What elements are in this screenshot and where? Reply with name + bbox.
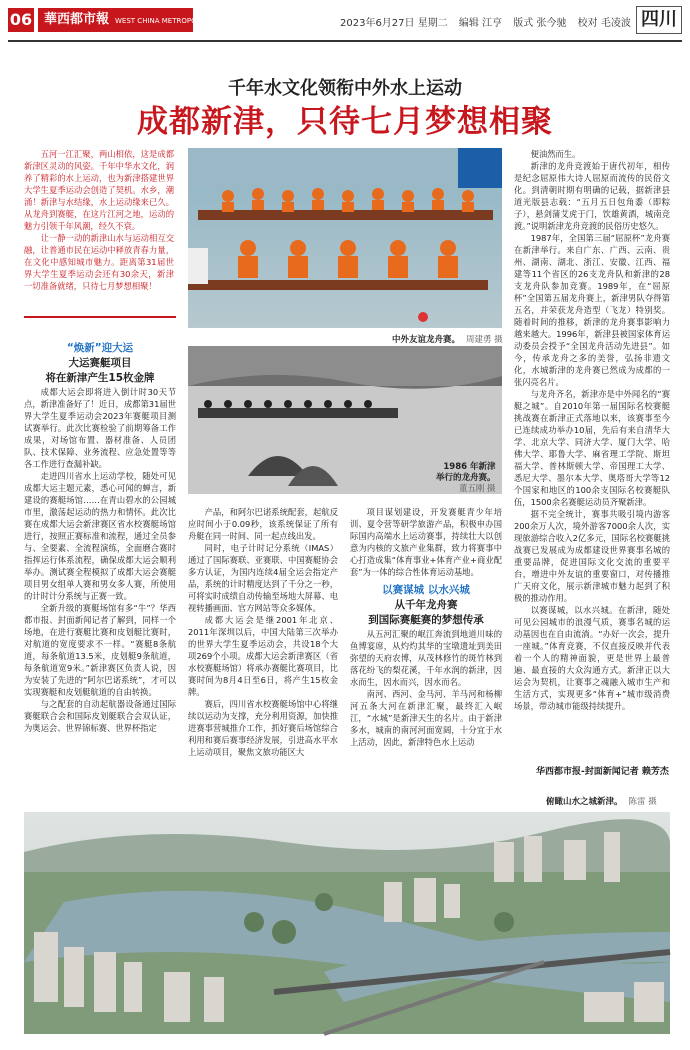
headline-subtitle: 千年水文化领衔中外水上运动 [228, 78, 462, 99]
paragraph: 成都大运会是继2001年北京、2011年深圳以后，中国大陆第三次举办的世界大学生夏季运动会，共设18个大项269个小项。成都大运会新津赛区（省水校赛艇场馆）将承办赛艇比赛项目，比赛时间为8月4日至6日，将产生15枚金牌。 [188, 615, 338, 697]
editor: 编辑 江亨 [458, 18, 503, 29]
paragraph: 与之配套的自动起航器设备通过国际赛艇联合会和国际皮划艇联合会双认证，为奥运会、世界锦标赛、世界杯指定 [24, 699, 176, 733]
paragraph: 1987年，全国第三届“屈原杯”龙舟赛在新津举行。来自广东、广西、云南、贵州、湖南、湖北、浙江、安徽、江西、福建等11个省区的26支龙舟队和新津的28支龙舟队参加竞赛。1989年，在“屈原杯”全国第五届龙舟赛上，新津男队夺得第五名，并荣获龙舟造型（飞龙）特别奖。随着时间的推移，新津的龙舟赛事影响力越来越大。1996年，新津县被国家体育运动委员会授予“全国龙舟活动先进县”。如今，传承龙舟之多的美誉，弘扬非遗文化，水城新津的龙舟赛已然成为成都的一张闪亮名片。 [514, 233, 670, 387]
issue-meta [340, 14, 639, 29]
photo2-caption-line1: 1986 年新津 [443, 462, 496, 472]
paragraph: 南河、西河、金马河、羊马河和杨柳河五条大河在新津汇聚，最终汇入岷江，“水城”是新津天生的名片。由于新津多水，城南的南河河面宽阔，十分宜于水上活动，因此，新津特色水上运动 [350, 689, 502, 747]
photo3-credit: 陈雷 摄 [628, 797, 657, 807]
paragraph: 与龙舟齐名，新津亦是中外闻名的“赛艇之城”。自2010年第一届国际名校赛艇挑战赛在新津正式落地以来，该赛事至今已连续成功举办10届，先后有来自清华大学、北京大学、同济大学、厦门大学、哈佛大学、耶鲁大学、麻省理工学院、斯坦福大学、普林斯顿大学、帝国理工大学、悉尼大学、墨尔本大学、奥塔哥大学等12个国家和地区的100余支国际名校赛艇队伍，1500余名赛艇运动员齐聚新津。 [514, 389, 670, 507]
layout-credit: 版式 张今驰 [513, 18, 567, 29]
paragraph: 项目谋划建设，开发赛艇青少年培训、夏令营等研学旅游产品，积极申办国际国内高端水上运动赛事，持续壮大以创意为内核的文旅产业集群，致力将赛事中心打造成集“体育事业+体育产业+商业配套”为一体的综合性体育运动基地。 [350, 507, 502, 577]
lead-paragraphs [24, 148, 174, 308]
paragraph: 便油然而生。 [530, 149, 581, 159]
article2-title-line1: 从千年龙舟赛 [394, 599, 458, 611]
photo2-credit: 董五刚 摄 [458, 484, 496, 494]
issue-date: 2023年6月27日 星期二 [340, 18, 448, 29]
paper-name: 華西都市報 [44, 12, 110, 27]
dragon-boat-photo [188, 148, 502, 328]
photo3-caption [546, 795, 657, 807]
header-rule [8, 40, 682, 42]
article1-title-line2: 将在新津产生15枚金牌 [45, 372, 155, 384]
article2-title-line2: 到国际赛艇赛的梦想传承 [368, 614, 484, 626]
article1-title-line1: 大运赛艇项目 [68, 357, 132, 369]
paragraph: 成都大运会即将进入倒计时30天节点，新津准备好了！近日，成都第31届世界大学生夏季运动会2023年赛艇项目测试赛举行。此次比赛检验了前期筹备工作成果，对场馆布置、器材准备、人员团队、技术保障、业务流程、应急处置等等各工作进行查漏补缺。 [24, 387, 176, 469]
article2-heading [350, 582, 502, 627]
photo1-caption-text: 中外友谊龙舟赛。 [392, 335, 461, 345]
article1-column-3 [350, 506, 502, 577]
article2-byline: 华西都市报-封面新闻记者 赖芳杰 [536, 767, 669, 777]
paragraph: 新津的龙舟竞渡始于唐代初年，相传是纪念屈原伟大诗人屈原而流传的民俗文化。到清朝时期有明确的记载，据新津县道光版县志载：“五月五日包角黍（即粽子），悬剑蒲艾虎于门，饮雄黄酒，城南竞渡。”说明新津龙舟竞渡的民俗历史悠久。 [514, 161, 670, 231]
paragraph: 以赛谋城，以水兴城。在新津，随处可见公园城市的浪漫气质，赛事名城的运动基因也在自由流淌。“办好一次会，提升一座城。”体育竞赛，不仅直接反映并代表着一个人的精神面貌，更是世界上最普遍、最直接的大众沟通方式。新津正以大运会为契机，让赛事之魂融入城市生产和生活方式，实现更多“体育+”城市级消费场景，带动城市能级持续提升。 [514, 605, 670, 711]
photo2-caption [436, 462, 496, 495]
article2-column-3 [350, 628, 502, 806]
lead-divider [24, 316, 176, 318]
paragraph: 据不完全统计，赛事共吸引境内游客200余万人次，境外游客7000余人次，实现旅游综合收入2亿多元，国际名校赛艇挑战赛已发展成为成都建设世界赛事名城的重要品牌，促进国际文化交流的重要平台，增进中外友谊的重要窗口，对传播推广天府文化，展示新津城市魅力起到了积极的推动作用。 [514, 509, 670, 603]
article2-kicker: 以赛谋城 以水兴城 [382, 584, 470, 596]
paragraph: 全新升级的赛艇场馆有多“牛”？华西都市报、封面新闻记者了解到，同样一个场地，在进行赛艇比赛和皮划艇比赛时，对航道的宽度要求不一样。“赛艇8条航道，每条航道13.5米，皮划艇9条航道，每条航道宽9米。”新津赛区负责人说，因为安装了先进的“阿尔巴诺系统”，才可以实现赛艇和皮划艇航道的自由转换。 [24, 603, 176, 697]
paragraph: 产品，和阿尔巴诺系统配套，起航反应时间小于0.09秒，该系统保证了所有舟艇在同一时间、同一起点线出发。 [188, 507, 338, 541]
photo3-caption-text: 俯瞰山水之城新津。 [546, 797, 623, 807]
headline-title: 成都新津，只待七月梦想相聚 [137, 104, 553, 140]
newspaper-logo [38, 8, 229, 32]
proof-credit: 校对 毛凌波 [577, 18, 631, 29]
city-aerial-image [24, 812, 670, 1034]
dragon-boat-image [188, 148, 502, 328]
paper-name-en: WEST CHINA METROPOLIS DAILY [115, 17, 229, 25]
photo2-caption-line2: 举行的龙舟赛。 [436, 473, 496, 483]
article2-column-4 [514, 148, 670, 758]
page-header [0, 0, 690, 40]
city-aerial-photo [24, 812, 670, 1034]
photo1-caption [392, 333, 503, 345]
paragraph: 走进四川省水上运动学校，随处可见成都大运主题元素，悉心可闻的蝉言，新建设的赛艇场馆……在青山碧水的公园城市里，激荡起运动的热力和情怀。此次比赛在成都大运会新津赛区省水校赛艇场馆进行，按照正赛标准和流程，通过全员参与、全要素、全流程演练，全面磨合赛时指挥运行体系流程，确保成都大运会顺利举办。测试赛全程模拟了成都大运会赛艇项目男女组单人赛和男女多人赛，所使用的计时计分系统与正赛一致。 [24, 471, 176, 601]
article1-kicker: “焕新”迎大运 [66, 342, 134, 354]
article1-column-1 [24, 386, 176, 804]
section-label: 四川 [636, 6, 682, 34]
article1-column-2 [188, 506, 338, 806]
page-number: 06 [8, 8, 34, 32]
lead-paragraph: 五河一江汇聚，两山相依，这是成都新津区灵动的风姿。千年中华水文化，润养了精彩的水上运动，也为新津搭建世界大学生夏季运动会创造了契机。水乡，潮涌！新津与水结缘，水上运动缘来已久。从龙舟到赛艇，在这片江河之地，运动的魅力引领千年风潮，经久不衰。 [24, 149, 174, 231]
paragraph: 同时，电子计时记分系统（IMAS）通过了国际赛联、亚赛联、中国赛艇协会多方认证，为国内连续4届全运会指定产品，系统的计时精度达到了千分之一秒，可将实时成绩自动传输至场地大屏幕、电视转播画面、官方网站等众多媒体。 [188, 543, 338, 613]
lead-paragraph: 让一静一动的新津山水与运动相互交融，让普通市民在运动中释放青春力量，在文化中感知城市魅力。距离第31届世界大学生夏季运动会还有30余天，新津一切准备就绪，只待七月梦想相聚！ [24, 233, 174, 291]
paragraph: 赛后，四川省水校赛艇场馆中心将继续以运动为支撑，充分利用资源，加快推进赛事营城推介工作，抓好赛后场馆综合利用和赛后赛事经济发展，引进高水平水上运动项目，聚焦文旅功能区大 [188, 699, 338, 757]
article1-heading [24, 340, 176, 385]
paragraph: 从五河汇聚的岷江奔流到地道川味的鱼博宴席，从灼灼其华的宝墩遗址到美田弥望的天府农博，从茂林修竹的斑竹林到落花纷飞的梨花溪，千年水润的新津，因水而生，因水而兴，因水而名。 [350, 629, 502, 687]
photo1-credit: 周建勇 摄 [466, 335, 503, 345]
